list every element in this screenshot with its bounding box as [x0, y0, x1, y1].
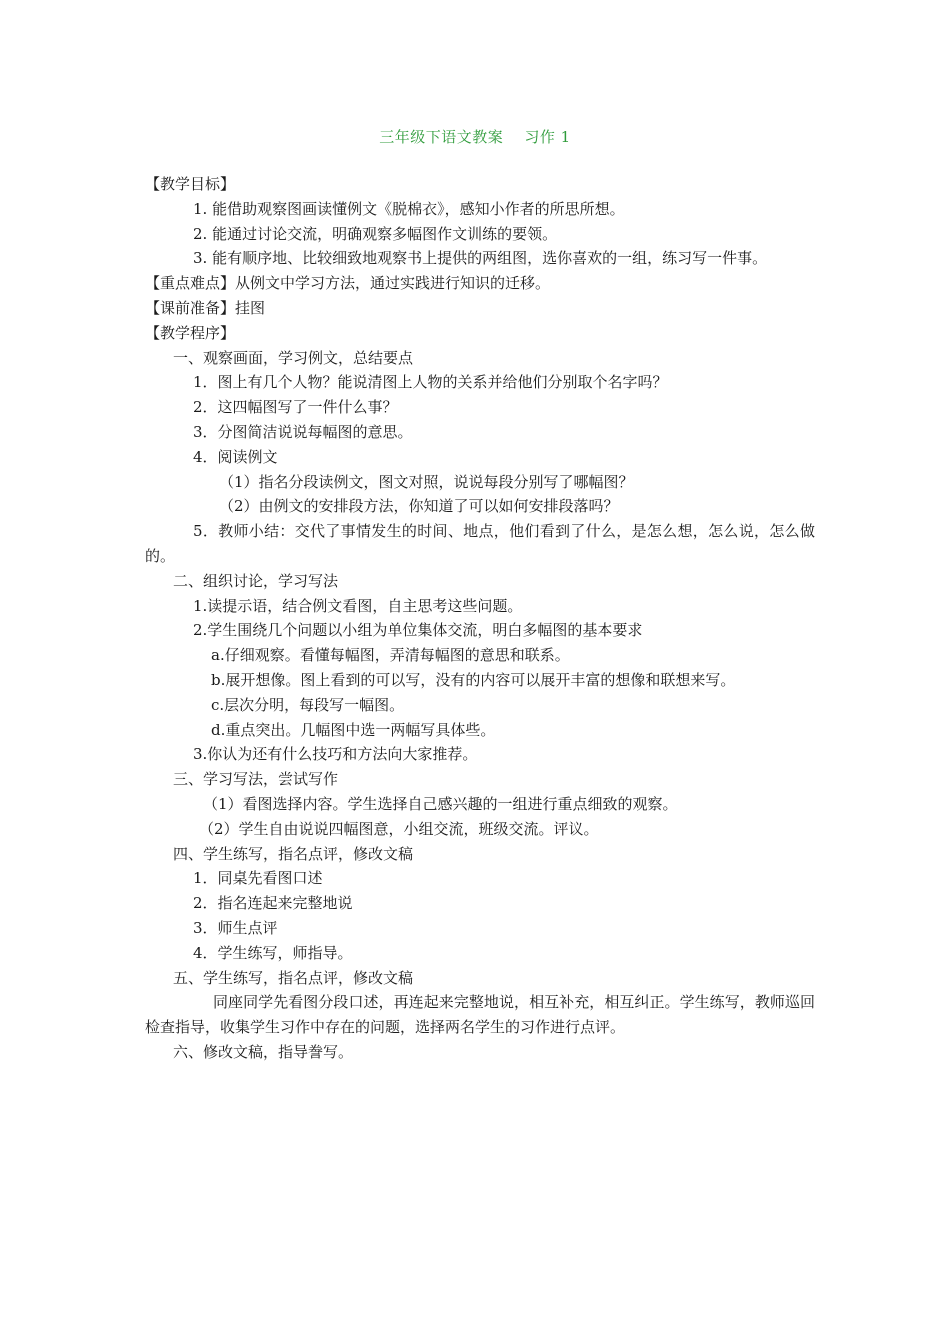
list-item: 5．教师小结：交代了事情发生的时间、地点，他们看到了什么，是怎么想，怎么说，怎么做的。: [145, 522, 815, 565]
list-item: 1.读提示语，结合例文看图，自主思考这些问题。: [193, 596, 523, 615]
objective-item: 3. 能有顺序地、比较细致地观察书上提供的两组图，选你喜欢的一组，练习写一件事。: [193, 249, 768, 268]
procedure-step-heading: 三、学习写法，尝试写作: [173, 770, 339, 789]
objective-item: 1. 能借助观察图画读懂例文《脱棉衣》，感知小作者的所思所想。: [193, 199, 625, 218]
procedure-step-heading: 一、观察画面，学习例文，总结要点: [173, 348, 414, 367]
procedure-step-heading: 二、组织讨论，学习写法: [173, 571, 339, 590]
list-item: 1．同桌先看图口述: [193, 869, 323, 888]
key-difficulty: 【重点难点】从例文中学习方法，通过实践进行知识的迁移。: [145, 274, 551, 293]
list-item: 1．图上有几个人物？能说清图上人物的关系并给他们分别取个名字吗？: [193, 373, 668, 392]
document-body: [145, 172, 815, 1065]
sub-list-item: b.展开想像。图上看到的可以写，没有的内容可以展开丰富的想像和联想来写。: [211, 670, 736, 689]
objective-item: 2. 能通过讨论交流，明确观察多幅图作文训练的要领。: [193, 224, 558, 243]
procedure-step-heading: 四、学生练写，指名点评，修改文稿: [173, 844, 414, 863]
list-item: 2．这四幅图写了一件什么事？: [193, 398, 398, 417]
list-item: 3．师生点评: [193, 918, 278, 937]
list-item: 4．学生练写，师指导。: [193, 943, 353, 962]
procedure-step-heading: 六、修改文稿，指导誊写。: [173, 1042, 354, 1061]
sub-list-item: c.层次分明，每段写一幅图。: [211, 695, 405, 714]
section-heading-objectives: 【教学目标】: [145, 175, 236, 193]
list-item: 4．阅读例文: [193, 447, 278, 466]
paragraph: 同座同学先看图分段口述，再连起来完整地说，相互补充，相互纠正。学生练写，教师巡回检查指导，收集学生习作中存在的问题，选择两名学生的习作进行点评。: [145, 993, 815, 1037]
list-item: （1）看图选择内容。学生选择自己感兴趣的一组进行重点细致的观察。: [203, 794, 678, 813]
list-item: 3．分图简洁说说每幅图的意思。: [193, 422, 413, 441]
list-item: 2.学生围绕几个问题以小组为单位集体交流，明白多幅图的基本要求: [193, 621, 643, 640]
sub-list-item: a.仔细观察。看懂每幅图，弄清每幅图的意思和联系。: [211, 646, 570, 665]
list-item: （2）学生自由说说四幅图意，小组交流，班级交流。评议。: [199, 819, 599, 838]
list-item: 3.你认为还有什么技巧和方法向大家推荐。: [193, 745, 478, 764]
sub-list-item: d.重点突出。几幅图中选一两幅写具体些。: [211, 720, 496, 739]
sub-list-item: （1）指名分段读例文，图文对照，说说每段分别写了哪幅图？: [219, 472, 634, 491]
document-title: 三年级下语文教案 习作 1: [379, 128, 571, 146]
preparation: 【课前准备】挂图: [145, 298, 266, 317]
section-heading-procedure: 【教学程序】: [145, 323, 236, 342]
procedure-step-heading: 五、学生练写，指名点评，修改文稿: [173, 968, 414, 987]
list-item: 2．指名连起来完整地说: [193, 894, 353, 913]
sub-list-item: （2）由例文的安排段方法，你知道了可以如何安排段落吗？: [219, 497, 619, 516]
